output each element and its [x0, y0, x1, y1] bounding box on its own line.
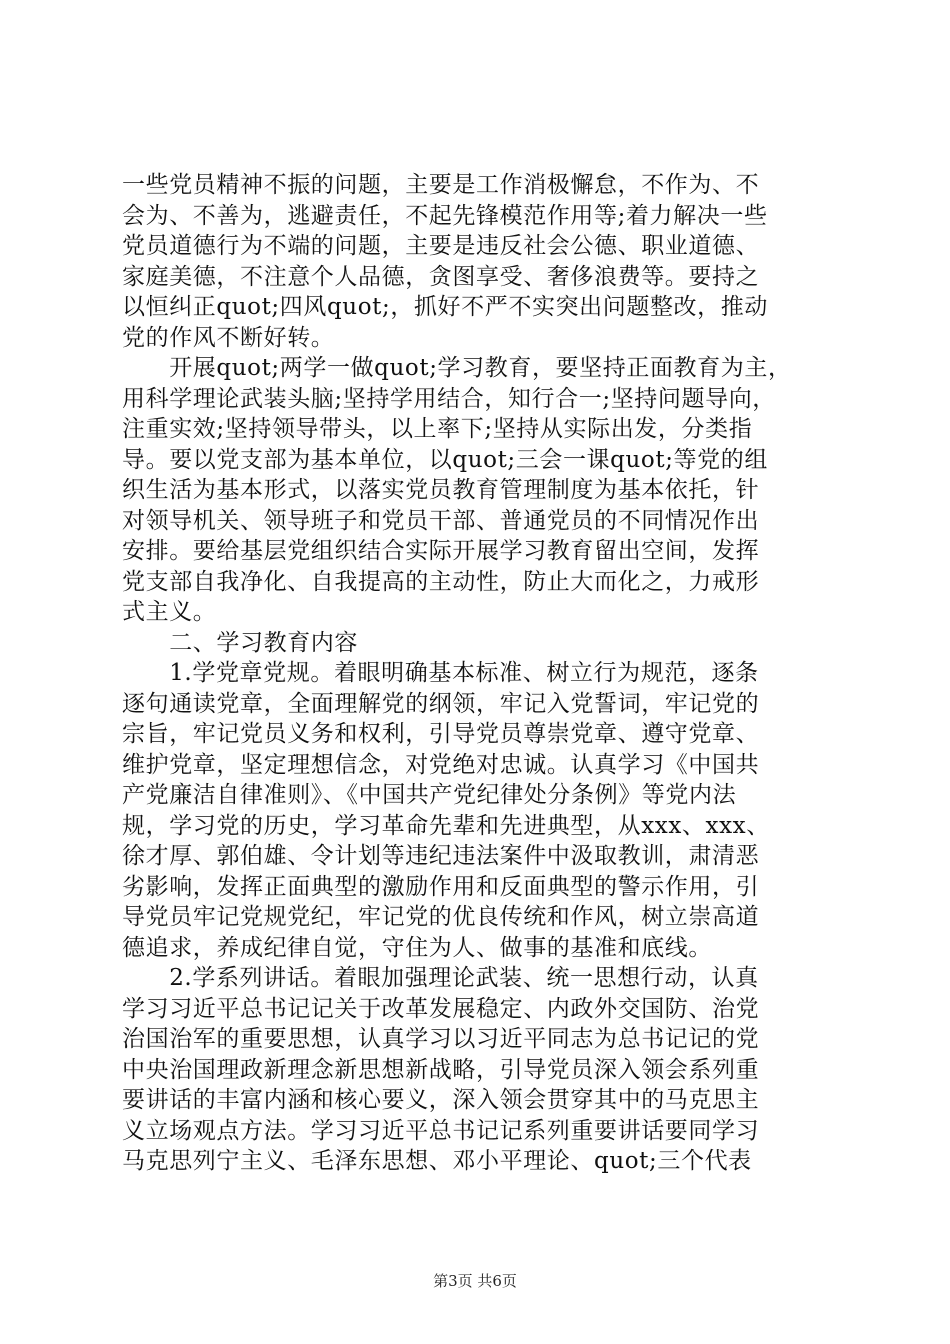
text-line: 2.学系列讲话。着眼加强理论武装、统一思想行动，认真 — [122, 965, 759, 991]
text-line: 导。要以党支部为基本单位，以quot;三会一课quot;等党的组 — [122, 446, 768, 473]
text-line: 二、学习教育内容 — [122, 629, 358, 656]
text-line: 以恒纠正quot;四风quot;，抓好不严不实突出问题整改，推动 — [122, 294, 768, 320]
text-line: 注重实效;坚持领导带头，以上率下;坚持从实际出发，分类指 — [122, 416, 753, 442]
text-line: 学习习近平总书记记关于改革发展稳定、内政外交国防、治党 — [122, 995, 760, 1022]
text-line: 1.学党章党规。着眼明确基本标准、树立行为规范，逐条 — [122, 660, 759, 686]
text-line: 中央治国理政新理念新思想新战略，引导党员深入领会系列重 — [122, 1056, 760, 1083]
text-line: 家庭美德，不注意个人品德，贪图享受、奢侈浪费等。要持之 — [122, 263, 760, 290]
text-line: 产党廉洁自律准则》、《中国共产党纪律处分条例》等党内法 — [122, 782, 737, 808]
body-text — [122, 170, 834, 1177]
text-line: 维护党章，坚定理想信念，对党绝对忠诚。认真学习《中国共 — [122, 751, 760, 778]
text-line: 义立场观点方法。学习习近平总书记记系列重要讲话要同学习 — [122, 1117, 760, 1144]
text-line: 要讲话的丰富内涵和核心要义，深入领会贯穿其中的马克思主 — [122, 1087, 760, 1113]
text-line: 宗旨，牢记党员义务和权利，引导党员尊崇党章、遵守党章、 — [122, 721, 760, 747]
text-line: 规，学习党的历史，学习革命先辈和先进典型，从xxx、xxx、 — [122, 812, 770, 839]
text-line: 用科学理论武装头脑;坚持学用结合，知行合一;坚持问题导向， — [122, 385, 776, 412]
text-line: 党员道德行为不端的问题，主要是违反社会公德、职业道德、 — [122, 233, 760, 259]
text-line: 开展quot;两学一做quot;学习教育，要坚持正面教育为主， — [122, 355, 792, 381]
text-line: 导党员牢记党规党纪，牢记党的优良传统和作风，树立崇高道 — [122, 904, 760, 930]
text-line: 一些党员精神不振的问题，主要是工作消极懈怠，不作为、不 — [122, 172, 760, 198]
text-line: 党支部自我净化、自我提高的主动性，防止大而化之，力戒形 — [122, 568, 760, 595]
text-line: 徐才厚、郭伯雄、令计划等违纪违法案件中汲取教训，肃清恶 — [122, 843, 760, 869]
text-line: 治国治军的重要思想，认真学习以习近平同志为总书记记的党 — [122, 1026, 760, 1052]
page-number-footer: 第3页 共6页 — [433, 1272, 517, 1290]
text-line: 逐句通读党章，全面理解党的纲领，牢记入党誓词，牢记党的 — [122, 690, 760, 717]
text-line: 对领导机关、领导班子和党员干部、普通党员的不同情况作出 — [122, 507, 760, 534]
text-line: 劣影响，发挥正面典型的激励作用和反面典型的警示作用，引 — [122, 873, 760, 900]
text-line: 会为、不善为，逃避责任，不起先锋模范作用等;着力解决一些 — [122, 202, 768, 229]
text-line: 安排。要给基层党组织结合实际开展学习教育留出空间，发挥 — [122, 538, 760, 564]
text-line: 式主义。 — [122, 599, 217, 625]
text-line: 德追求，养成纪律自觉，守住为人、做事的基准和底线。 — [122, 934, 712, 961]
text-line: 党的作风不断好转。 — [122, 324, 335, 351]
text-line: 马克思列宁主义、毛泽东思想、邓小平理论、quot;三个代表 — [122, 1148, 752, 1174]
text-line: 织生活为基本形式，以落实党员教育管理制度为基本依托，针 — [122, 477, 760, 503]
